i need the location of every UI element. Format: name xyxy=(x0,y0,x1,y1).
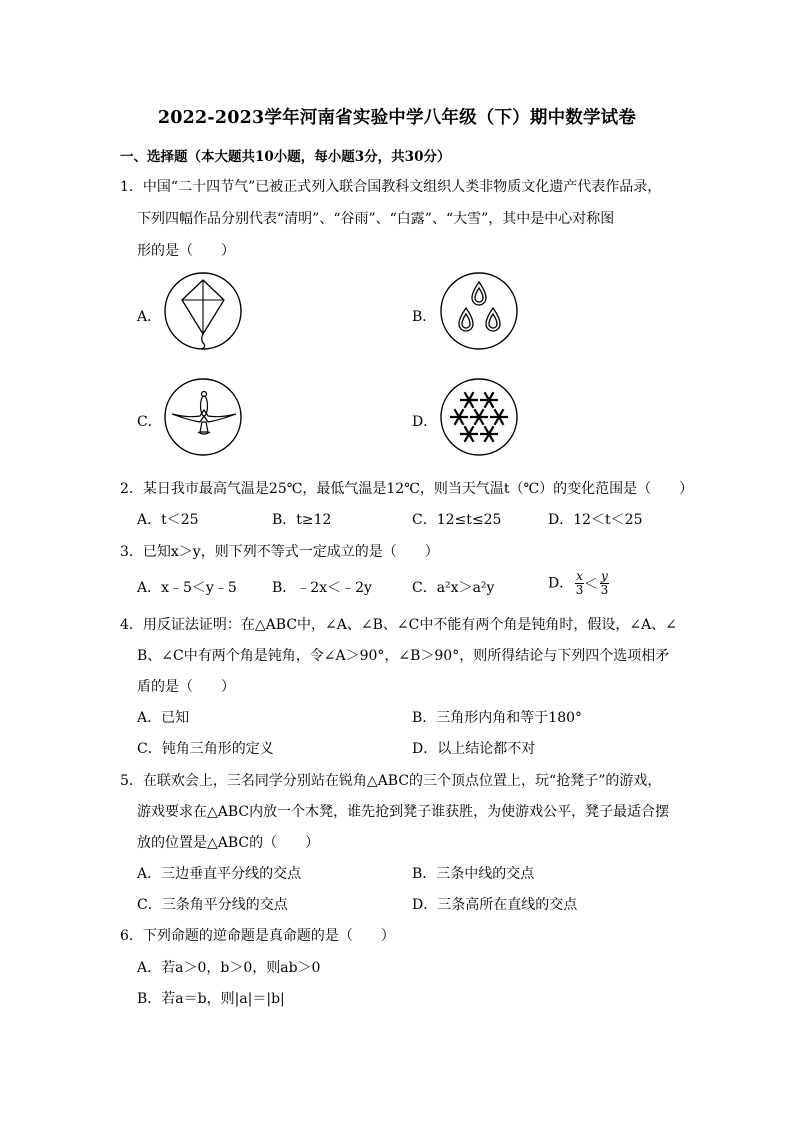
q1-option-b-label[interactable]: B． xyxy=(412,309,437,325)
q5-line-2: 游戏要求在△ABC内放一个木凳，谁先抢到凳子谁获胜，为使游戏公平，凳子最适合摆 xyxy=(137,804,670,820)
q4-option-d[interactable]: D．以上结论都不对 xyxy=(412,741,536,757)
q2-stem: 2．某日我市最高气温是25℃，最低气温是12℃，则当天气温t（℃）的变化范围是（ ） xyxy=(120,481,694,497)
q2-option-c[interactable]: C．12≤t≤25 xyxy=(412,512,502,528)
q2-option-b[interactable]: B．t≥12 xyxy=(272,512,332,528)
water-drops-emblem-icon[interactable] xyxy=(438,270,520,352)
q5-line-1: 5．在联欢会上，三名同学分别站在锐角△ABC的三个顶点位置上，玩“抢凳子”的游戏， xyxy=(120,773,662,789)
q1-line-1: 1．中国“二十四节气”已被正式列入联合国教科文组织人类非物质文化遗产代表作品录， xyxy=(120,179,662,195)
q4-option-a[interactable]: A．已知 xyxy=(137,710,190,726)
fraction-relation: ＜ xyxy=(584,576,599,593)
q1-option-c-label[interactable]: C． xyxy=(137,414,162,430)
section-heading: 一、选择题（本大题共10小题，每小题3分，共30分） xyxy=(120,149,451,165)
q4-line-3: 盾的是（ ） xyxy=(137,679,235,695)
fraction-y-over-3: $\frac{y}{3}$ xyxy=(600,569,609,597)
exam-title: 2022-2023学年河南省实验中学八年级（下）期中数学试卷 xyxy=(157,108,637,128)
q6-stem: 6．下列命题的逆命题是真命题的是（ ） xyxy=(120,928,395,944)
q1-line-2: 下列四幅作品分别代表“清明”、“谷雨”、“白露”、“大雪”，其中是中心对称图 xyxy=(137,211,615,227)
q4-line-1: 4．用反证法证明：在△ABC中，∠A、∠B、∠C中不能有两个角是钝角时，假设，∠A、∠ xyxy=(120,617,677,633)
q4-line-2: B、∠C中有两个角是钝角，令∠A＞90°，∠B＞90°，则所得结论与下列四个选项相矛 xyxy=(137,648,670,664)
q1-line-3: 形的是（ ） xyxy=(137,243,235,259)
q5-option-b[interactable]: B．三条中线的交点 xyxy=(412,866,535,882)
snowflakes-emblem-icon[interactable] xyxy=(438,376,520,458)
q3-option-a[interactable]: A．x﹣5＜y﹣5 xyxy=(137,580,237,596)
q6-option-a[interactable]: A．若a＞0，b＞0，则ab＞0 xyxy=(137,960,321,976)
q5-option-c[interactable]: C．三条角平分线的交点 xyxy=(137,897,288,913)
q5-option-a[interactable]: A．三边垂直平分线的交点 xyxy=(137,866,302,882)
q3-option-b[interactable]: B．﹣2x＜﹣2y xyxy=(272,580,372,596)
q5-option-d[interactable]: D．三条高所在直线的交点 xyxy=(412,897,578,913)
q2-option-a[interactable]: A．t＜25 xyxy=(137,512,199,528)
fraction-x-over-3: $\frac{x}{3}$ xyxy=(575,569,584,597)
q2-option-d[interactable]: D．12＜t＜25 xyxy=(548,512,643,528)
bird-emblem-icon[interactable] xyxy=(162,376,244,458)
q6-option-b[interactable]: B．若a＝b，则|a|＝|b| xyxy=(137,991,285,1007)
q3-stem: 3．已知x＞y，则下列不等式一定成立的是（ ） xyxy=(120,544,439,560)
q4-option-b[interactable]: B．三角形内角和等于180° xyxy=(412,710,583,726)
q1-option-a-label[interactable]: A． xyxy=(137,309,162,325)
q3-option-d-label: D． xyxy=(548,575,574,592)
q4-option-c[interactable]: C．钝角三角形的定义 xyxy=(137,741,274,757)
q3-option-d[interactable] xyxy=(548,570,609,597)
q1-option-d-label[interactable]: D． xyxy=(412,414,438,430)
kite-emblem-icon[interactable] xyxy=(162,270,244,352)
q3-option-c[interactable]: C．a²x＞a²y xyxy=(412,580,495,596)
q5-line-3: 放的位置是△ABC的（ ） xyxy=(137,835,320,851)
